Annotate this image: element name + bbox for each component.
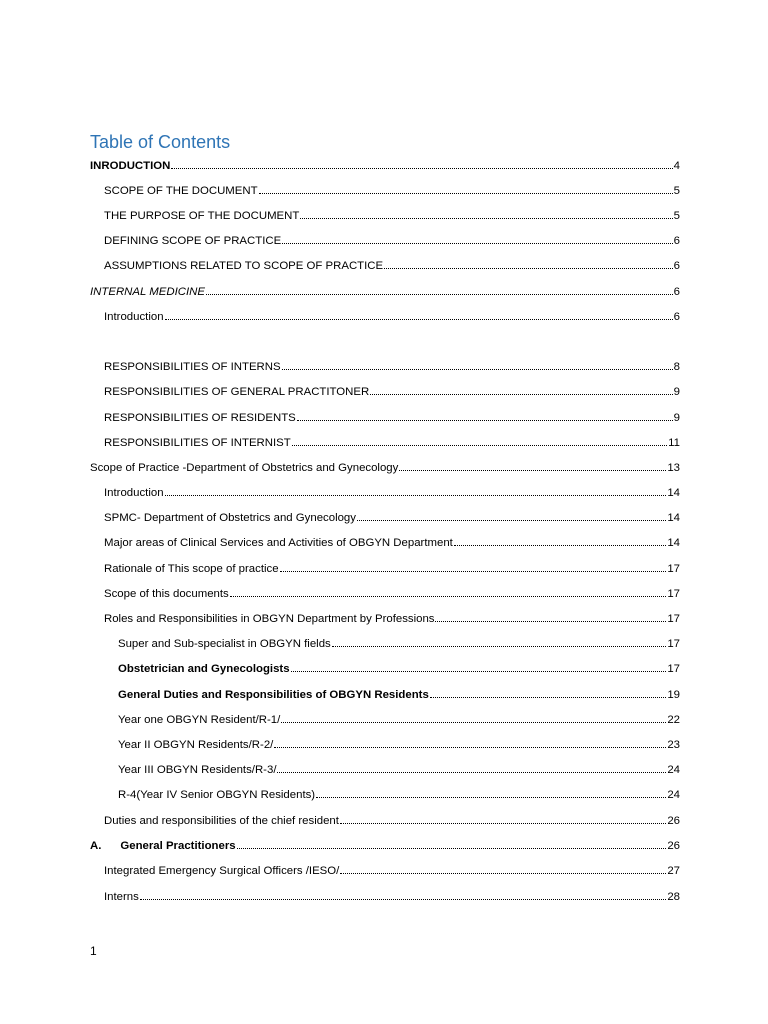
- toc-entry-label: RESPONSIBILITIES OF GENERAL PRACTITONER: [104, 386, 370, 398]
- toc-entry-page: 6: [673, 235, 680, 247]
- toc-entry[interactable]: [104, 357, 680, 377]
- dot-leader: [230, 584, 667, 597]
- toc-entry[interactable]: [118, 760, 680, 780]
- toc-entry-label: General Duties and Responsibilities of OBGYN Residents: [118, 689, 429, 701]
- toc-entry-page: 6: [673, 260, 680, 272]
- toc-entry-page: 14: [667, 537, 680, 549]
- toc-entry-page: 5: [673, 185, 680, 197]
- toc-entry[interactable]: [104, 307, 680, 327]
- toc-entry-label: Roles and Responsibilities in OBGYN Department by Professions: [104, 613, 435, 625]
- toc-entry-label: RESPONSIBILITIES OF RESIDENTS: [104, 412, 296, 424]
- dot-leader: [357, 508, 666, 521]
- toc-entry-label: R-4(Year IV Senior OBGYN Residents): [118, 789, 316, 801]
- toc-entry-label: ASSUMPTIONS RELATED TO SCOPE OF PRACTICE: [104, 260, 384, 272]
- toc-entry-page: 19: [667, 689, 680, 701]
- toc-entry-page: 9: [673, 386, 680, 398]
- dot-leader: [259, 181, 673, 194]
- toc-entry-page: 9: [673, 412, 680, 424]
- dot-leader: [297, 408, 673, 421]
- toc-entry[interactable]: [118, 735, 680, 755]
- dot-leader: [165, 483, 667, 496]
- toc-entry-label: THE PURPOSE OF THE DOCUMENT: [104, 210, 300, 222]
- dot-leader: [292, 433, 667, 446]
- toc-entry[interactable]: [118, 659, 680, 679]
- toc-entry[interactable]: [104, 433, 680, 453]
- toc-entry[interactable]: [104, 861, 680, 881]
- dot-leader: [277, 760, 666, 773]
- dot-leader: [370, 382, 672, 395]
- toc-entry-page: 27: [667, 865, 680, 877]
- toc-entry-page: 14: [667, 487, 680, 499]
- toc-entry-label: INTERNAL MEDICINE: [90, 286, 205, 298]
- dot-leader: [140, 887, 667, 900]
- toc-entry[interactable]: [104, 483, 680, 503]
- toc-entry-label: Major areas of Clinical Services and Activities of OBGYN Department: [104, 537, 453, 549]
- toc-entry-label: Integrated Emergency Surgical Officers /IESO/: [104, 865, 340, 877]
- page-number: 1: [90, 944, 97, 958]
- toc-entry[interactable]: [104, 609, 680, 629]
- toc-title: Table of Contents: [90, 132, 231, 152]
- toc-entry[interactable]: [104, 206, 680, 226]
- toc-entry-label: Super and Sub-specialist in OBGYN fields: [118, 638, 331, 650]
- dot-leader: [340, 811, 666, 824]
- dot-leader: [281, 710, 666, 723]
- toc-entry-label: Scope of Practice -Department of Obstetrics and Gynecology: [90, 462, 399, 474]
- toc-entry-page: 11: [668, 437, 680, 449]
- toc-entry-page: 24: [667, 764, 680, 776]
- toc-entry[interactable]: [90, 282, 680, 302]
- toc-entry-page: 23: [667, 739, 680, 751]
- toc-entry-label: Rationale of This scope of practice: [104, 563, 279, 575]
- toc-entry-page: 17: [667, 588, 680, 600]
- toc-entry[interactable]: [90, 156, 680, 176]
- dot-leader: [430, 685, 667, 698]
- toc-entry-page: 26: [667, 840, 680, 852]
- toc-entry[interactable]: [104, 181, 680, 201]
- dot-leader: [237, 836, 667, 849]
- toc-entry-label: Introduction: [104, 311, 164, 323]
- toc-entry-label: RESPONSIBILITIES OF INTERNS: [104, 361, 281, 373]
- toc-entry-label: INRODUCTION: [90, 160, 171, 172]
- dot-leader: [280, 559, 667, 572]
- dot-leader: [291, 659, 667, 672]
- toc-entry-label: DEFINING SCOPE OF PRACTICE: [104, 235, 282, 247]
- toc-entry-page: 6: [673, 286, 680, 298]
- dot-leader: [274, 735, 666, 748]
- toc-entry-page: 17: [667, 613, 680, 625]
- toc-entry[interactable]: [104, 508, 680, 528]
- dot-leader: [171, 156, 672, 169]
- toc-entry-page: 26: [667, 815, 680, 827]
- toc-entry[interactable]: [118, 685, 680, 705]
- toc-entry-label: Interns: [104, 891, 139, 903]
- toc-entry-label: Introduction: [104, 487, 164, 499]
- toc-entry-page: 4: [673, 160, 680, 172]
- toc-entry-page: 13: [667, 462, 680, 474]
- toc-entry[interactable]: [104, 887, 680, 907]
- toc-entry-page: 22: [667, 714, 680, 726]
- toc-entry-label: RESPONSIBILITIES OF INTERNIST: [104, 437, 291, 449]
- toc-entry-label: Year one OBGYN Resident/R-1/: [118, 714, 281, 726]
- dot-leader: [316, 785, 666, 798]
- toc-entry[interactable]: [104, 559, 680, 579]
- dot-leader: [454, 533, 667, 546]
- toc-entry-page: 28: [667, 891, 680, 903]
- toc-entry-page: 17: [667, 663, 680, 675]
- toc-entry-page: 5: [673, 210, 680, 222]
- dot-leader: [300, 206, 672, 219]
- dot-leader: [340, 861, 666, 874]
- dot-leader: [332, 634, 667, 647]
- toc-entry[interactable]: [104, 408, 680, 428]
- toc-entry[interactable]: [104, 231, 680, 251]
- toc-entry[interactable]: [104, 584, 680, 604]
- toc-entry-page: 14: [667, 512, 680, 524]
- toc-entry[interactable]: [118, 710, 680, 730]
- toc-entry[interactable]: [104, 533, 680, 553]
- dot-leader: [399, 458, 666, 471]
- toc-entry-label: Duties and responsibilities of the chief resident: [104, 815, 339, 827]
- toc-entry-page: 17: [667, 638, 680, 650]
- toc-entry-label: Year II OBGYN Residents/R-2/: [118, 739, 274, 751]
- toc-entry[interactable]: [118, 785, 680, 805]
- toc-entry-label: SPMC- Department of Obstetrics and Gynecology: [104, 512, 356, 524]
- dot-leader: [282, 357, 673, 370]
- dot-leader: [282, 231, 672, 244]
- toc-entry[interactable]: [90, 458, 680, 478]
- toc-entry-label: A. General Practitioners: [90, 840, 236, 852]
- toc-entry-label: Obstetrician and Gynecologists: [118, 663, 290, 675]
- dot-leader: [384, 256, 673, 269]
- toc-entry-label: Year III OBGYN Residents/R-3/: [118, 764, 277, 776]
- dot-leader: [206, 282, 673, 295]
- toc-entry-label: Scope of this documents: [104, 588, 229, 600]
- toc-entry[interactable]: [118, 634, 680, 654]
- toc-entry[interactable]: [104, 382, 680, 402]
- dot-leader: [435, 609, 666, 622]
- toc-entry[interactable]: [104, 811, 680, 831]
- toc-entry-label: SCOPE OF THE DOCUMENT: [104, 185, 258, 197]
- toc-entry-page: 6: [673, 311, 680, 323]
- toc-entry[interactable]: [90, 836, 680, 856]
- dot-leader: [165, 307, 673, 320]
- toc-entry-page: 8: [673, 361, 680, 373]
- toc-entry[interactable]: [104, 256, 680, 276]
- toc-entry-page: 24: [667, 789, 680, 801]
- toc-entry-page: 17: [667, 563, 680, 575]
